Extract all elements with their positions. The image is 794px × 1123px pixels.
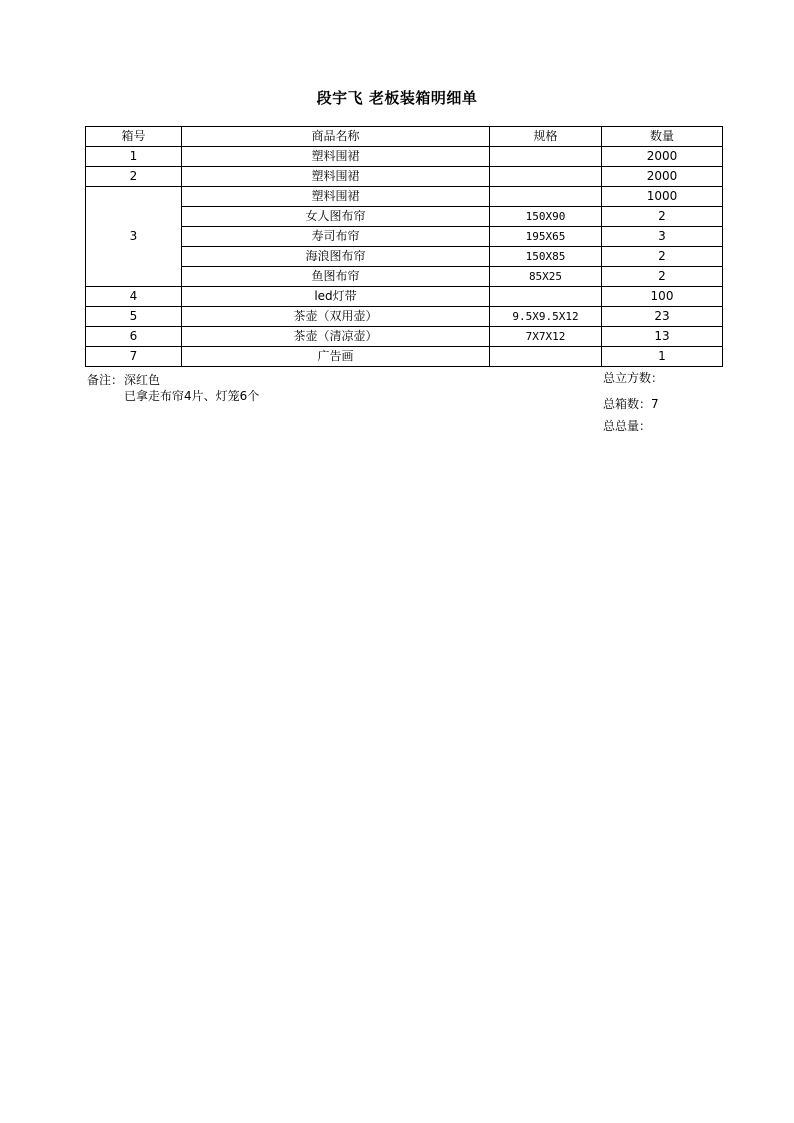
cell-quantity: 100 [602, 287, 723, 307]
total-boxes: 总箱数：7 [603, 397, 659, 411]
cell-product-name: 女人图布帘 [182, 207, 490, 227]
document-title: 段宇飞 老板装箱明细单 [316, 89, 478, 107]
table-row [86, 287, 723, 307]
cell-product-name: 海浪图布帘 [182, 247, 490, 267]
cell-quantity: 1 [602, 347, 723, 367]
cell-box-no: 5 [86, 307, 182, 327]
cell-quantity: 2 [602, 247, 723, 267]
table-row [86, 147, 723, 167]
table-row [86, 227, 723, 247]
cell-spec [490, 187, 602, 207]
cell-quantity: 2000 [602, 167, 723, 187]
cell-product-name: 塑料围裙 [182, 187, 490, 207]
note-line-1: 深红色 [124, 373, 161, 387]
cell-spec [490, 167, 602, 187]
table-header-row [86, 127, 723, 147]
cell-spec: 195X65 [490, 227, 602, 247]
cell-quantity: 3 [602, 227, 723, 247]
header-product-name: 商品名称 [182, 127, 490, 147]
cell-product-name: 茶壶（双用壶） [182, 307, 490, 327]
cell-product-name: 塑料围裙 [182, 147, 490, 167]
cell-product-name: 茶壶（清凉壶） [182, 327, 490, 347]
table-row [86, 187, 723, 207]
header-quantity: 数量 [602, 127, 723, 147]
cell-quantity: 13 [602, 327, 723, 347]
total-weight: 总总量： [603, 419, 652, 433]
table-row [86, 327, 723, 347]
cell-spec [490, 287, 602, 307]
cell-box-no: 3 [86, 187, 182, 287]
cell-spec: 150X90 [490, 207, 602, 227]
table-row [86, 267, 723, 287]
cell-box-no: 1 [86, 147, 182, 167]
table-row [86, 347, 723, 367]
cell-product-name: 鱼图布帘 [182, 267, 490, 287]
table-row [86, 167, 723, 187]
cell-spec [490, 347, 602, 367]
cell-spec: 85X25 [490, 267, 602, 287]
cell-product-name: 广告画 [182, 347, 490, 367]
cell-box-no: 2 [86, 167, 182, 187]
cell-quantity: 23 [602, 307, 723, 327]
cell-quantity: 1000 [602, 187, 723, 207]
notes-label: 备注： [87, 373, 124, 387]
cell-spec [490, 147, 602, 167]
note-line-2: 已拿走布帘4片、灯笼6个 [124, 389, 260, 403]
table-body [86, 147, 723, 367]
table-row [86, 207, 723, 227]
cell-box-no: 4 [86, 287, 182, 307]
cell-product-name: 塑料围裙 [182, 167, 490, 187]
header-box-no: 箱号 [86, 127, 182, 147]
cell-spec: 7X7X12 [490, 327, 602, 347]
header-spec: 规格 [490, 127, 602, 147]
packing-table [85, 126, 723, 367]
table-row [86, 307, 723, 327]
total-volume: 总立方数： [603, 371, 664, 385]
cell-quantity: 2 [602, 267, 723, 287]
table-row [86, 247, 723, 267]
cell-product-name: led灯带 [182, 287, 490, 307]
cell-spec: 9.5X9.5X12 [490, 307, 602, 327]
cell-product-name: 寿司布帘 [182, 227, 490, 247]
cell-quantity: 2 [602, 207, 723, 227]
cell-box-no: 6 [86, 327, 182, 347]
cell-spec: 150X85 [490, 247, 602, 267]
cell-box-no: 7 [86, 347, 182, 367]
cell-quantity: 2000 [602, 147, 723, 167]
